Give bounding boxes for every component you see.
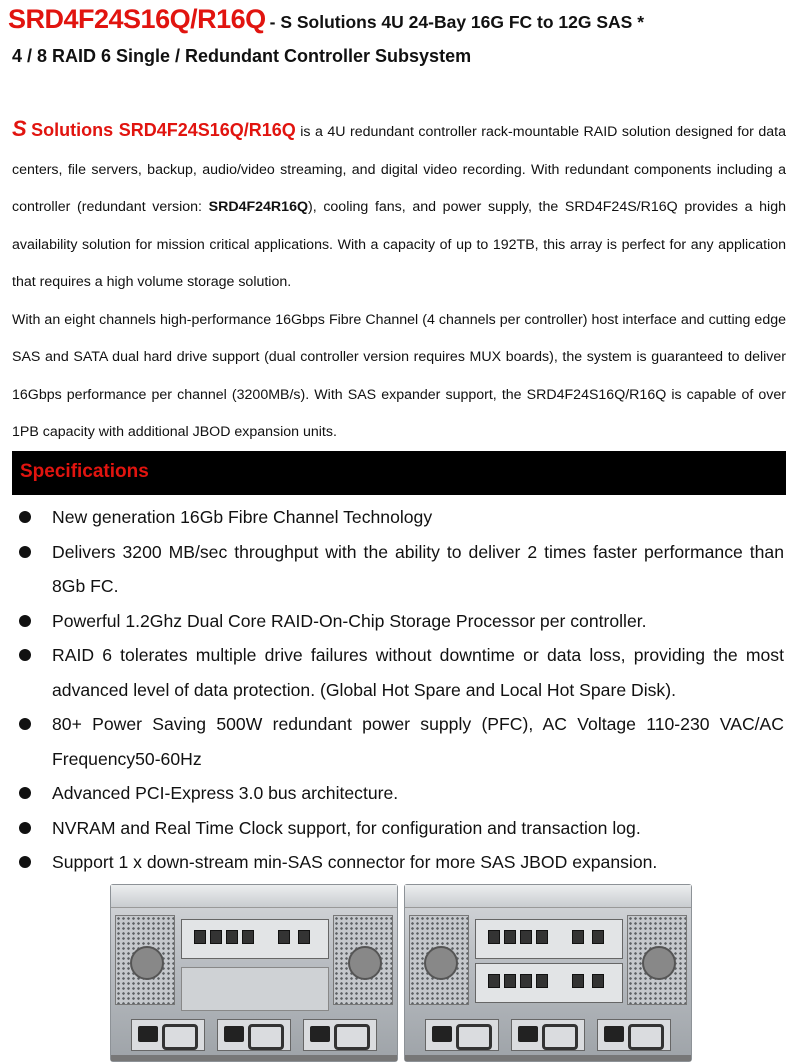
bullet-icon: [19, 615, 31, 627]
intro-text-b: ), cooling fans, and power supply, the SRD4F24S/R16Q provides a high availability solution for mission critical applications. With a capacity of up to 192TB, this array is perfect for any application that requires a high volume storage solution.: [12, 199, 786, 290]
product-images: [110, 884, 690, 1060]
bullet-icon: [19, 787, 31, 799]
bullet-icon: [19, 822, 31, 834]
spec-item: New generation 16Gb Fibre Channel Technology: [14, 500, 784, 535]
redundant-model: SRD4F24R16Q: [208, 199, 308, 215]
spec-item: Support 1 x down-stream min-SAS connector for more SAS JBOD expansion.: [14, 845, 784, 880]
brand-name: Solutions SRD4F24S16Q/R16Q: [31, 120, 296, 140]
bullet-icon: [19, 649, 31, 661]
specifications-title: Specifications: [20, 461, 149, 482]
intro-section: [12, 110, 786, 452]
intro-paragraph-2: With an eight channels high-performance 16Gbps Fibre Channel (4 channels per controller) host interface and cutting edge SAS and SATA dual hard drive support (dual controller version requires MUX boards), the system is guaranteed to deliver 16Gbps performance per channel (3200MB/s). With SAS expander support, the SRD4F24S16Q/R16Q is capable of over 1PB capacity with additional JBOD expansion units.: [12, 311, 786, 440]
redundant-controller-chassis-image: [404, 884, 692, 1062]
bullet-icon: [19, 511, 31, 523]
controller-module-a: [475, 919, 623, 959]
spec-item: Powerful 1.2Ghz Dual Core RAID-On-Chip Storage Processor per controller.: [14, 604, 784, 639]
page-title: [8, 4, 644, 35]
intro-text-a: is a 4U redundant controller rack-mountable RAID solution designed for data centers, file servers, backup, audio/video streaming, and digital video recording. With redundant components including a controller (redundant version:: [12, 124, 786, 215]
spec-item: Advanced PCI-Express 3.0 bus architecture.: [14, 776, 784, 811]
bullet-icon: [19, 546, 31, 558]
controller-module: [181, 919, 329, 959]
model-code: SRD4F24S16Q/R16Q: [8, 4, 266, 34]
bullet-icon: [19, 718, 31, 730]
spec-item: 80+ Power Saving 500W redundant power supply (PFC), AC Voltage 110-230 VAC/AC Frequency50-60Hz: [14, 707, 784, 776]
spec-item: NVRAM and Real Time Clock support, for configuration and transaction log.: [14, 811, 784, 846]
spec-item: Delivers 3200 MB/sec throughput with the ability to deliver 2 times faster performance than 8Gb FC.: [14, 535, 784, 604]
title-description: - S Solutions 4U 24-Bay 16G FC to 12G SAS *: [269, 12, 645, 32]
specifications-header-bar: [12, 451, 786, 495]
brand-s-logo: S: [12, 116, 27, 141]
specifications-list: [14, 500, 784, 880]
page-subtitle: 4 / 8 RAID 6 Single / Redundant Controller Subsystem: [12, 46, 472, 66]
spec-item: RAID 6 tolerates multiple drive failures without downtime or data loss, providing the most advanced level of data protection. (Global Hot Spare and Local Hot Spare Disk).: [14, 638, 784, 707]
single-controller-chassis-image: [110, 884, 398, 1062]
intro-paragraph-1: [12, 110, 786, 302]
controller-module-b: [475, 963, 623, 1003]
bullet-icon: [19, 856, 31, 868]
